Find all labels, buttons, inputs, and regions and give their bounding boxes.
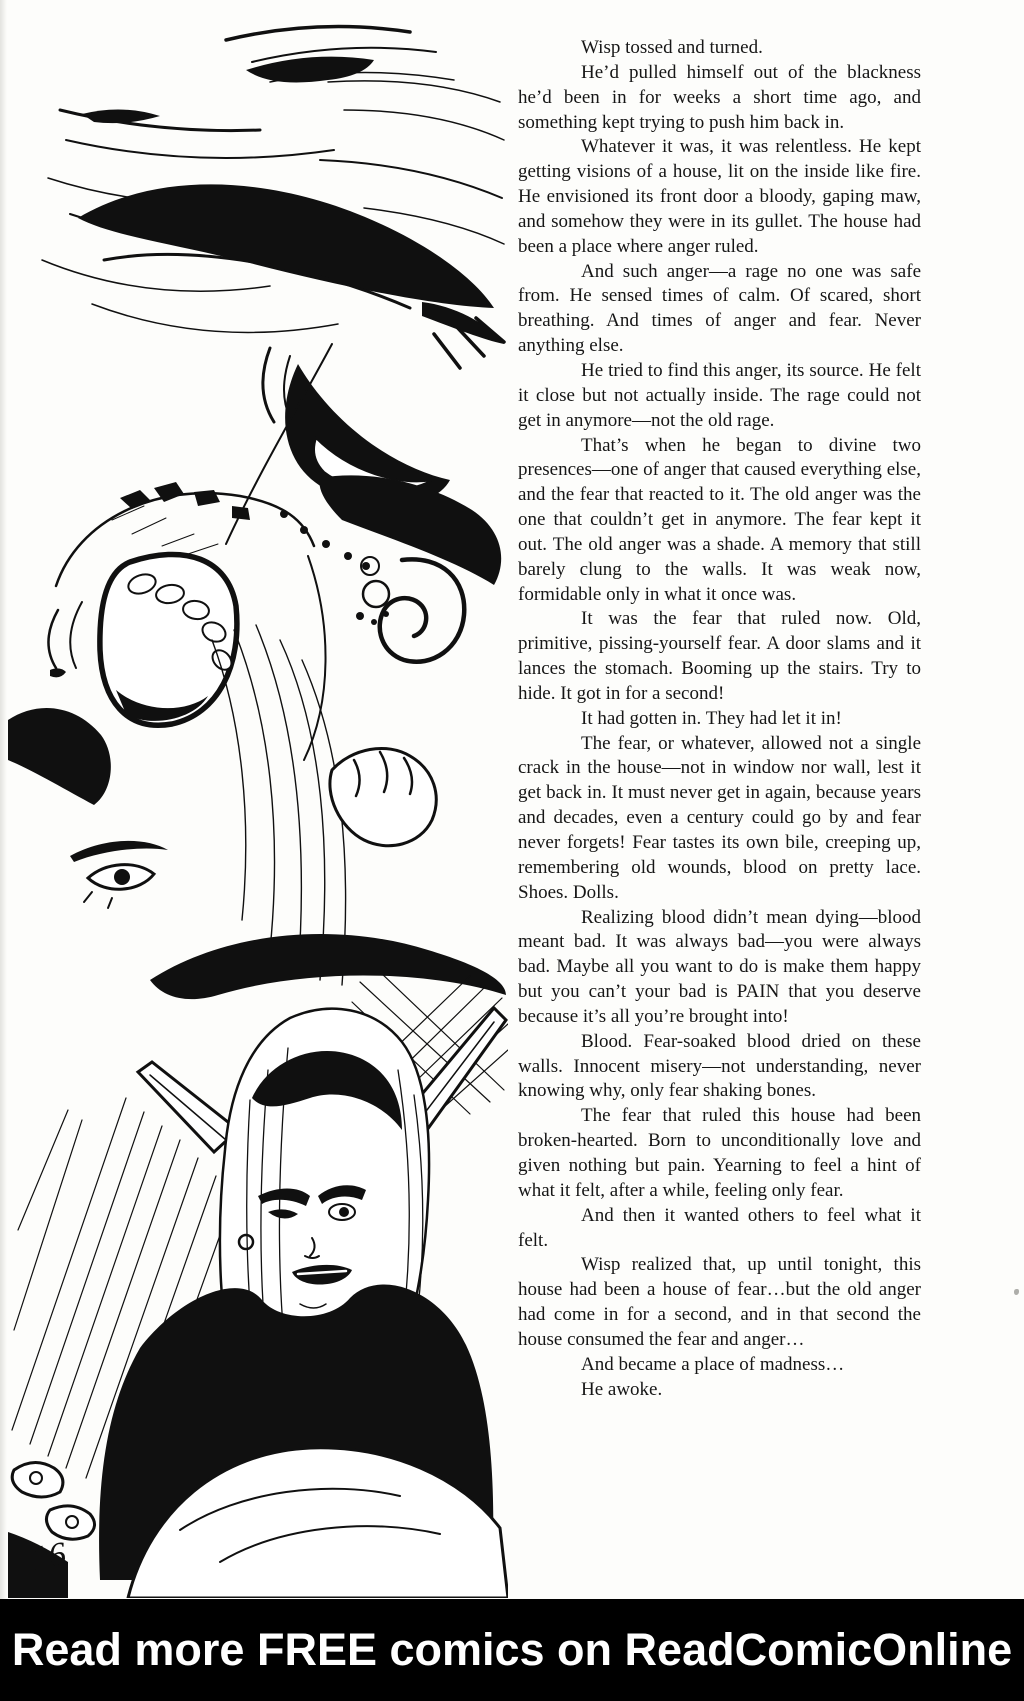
story-paragraph: He’d pulled himself out of the blackness he’d been in for weeks a short time ago, and something kept trying to push him back in. (518, 61, 921, 133)
story-paragraph: It was the fear that ruled now. Old, primitive, pissing-yourself fear. A door slams and it lances the stomach. Booming up the stairs. Try to hide. It got in for a second! (518, 608, 921, 704)
story-paragraph: The fear that ruled this house had been broken-hearted. Born to unconditionally love and given nothing but pain. Yearning to feel a hint of what it felt, after a while, feeling only fear. (518, 1105, 921, 1201)
story-paragraph: Wisp realized that, up until tonight, this house had been a house of fear…but the old anger had come in for a second, and in that second the house consumed the fear and anger… (518, 1254, 921, 1350)
story-paragraph: Wisp tossed and turned. (581, 37, 763, 58)
story-paragraph: And became a place of madness… (581, 1353, 845, 1375)
page-number-handwritten: 16 (28, 1535, 69, 1578)
story-paragraph: And then it wanted others to feel what it felt. (518, 1204, 921, 1251)
comic-illustration-svg (8, 18, 508, 1598)
story-text-column (518, 36, 921, 1402)
story-paragraph: He awoke. (581, 1378, 663, 1400)
ink-speck (1014, 1289, 1019, 1295)
comic-illustration (8, 18, 508, 1598)
story-paragraph: That’s when he began to divine two presences—one of anger that caused everything else, and the fear that reacted to it. The old anger was the one that couldn’t get in anymore. The fear kept it out. The old anger was a shade. A memory that still barely clung to the walls. It was weak now, formidable only in what it once was. (518, 434, 921, 605)
story-paragraph: Whatever it was, it was relentless. He kept getting visions of a house, lit on the inside like fire. He envisioned its front door a bloody, gaping maw, and somehow they were in its gullet. The house had been a place where anger ruled. (518, 136, 921, 257)
elf-character-art (8, 972, 508, 1598)
story-paragraph: Blood. Fear-soaked blood dried on these walls. Innocent misery—not understanding, never knowing why, only fear shaking bones. (518, 1030, 921, 1102)
story-paragraph: Realizing blood didn’t mean dying—blood meant bad. It was always bad—you were always bad. Maybe all you want to do is make them happy but you can’t your bad is PAIN that you deserve because it’s all you’re brought into! (518, 906, 921, 1027)
banner-text: Read more FREE comics on ReadComicOnline (11, 1624, 1013, 1675)
scan-edge-shading (0, 0, 7, 1599)
story-paragraph: The fear, or whatever, allowed not a single crack in the house—not in window nor wall, lest it get back in. It must never get in again, because years and decades, even a century could go by and fear never forgets! Fear tastes its own bile, creeping up, remembering old wounds, blood on pretty lace. Shoes. Dolls. (518, 732, 921, 903)
story-paragraph: And such anger—a rage no one was safe from. He sensed times of calm. Of scared, short breathing. And times of anger and fear. Never anything else. (518, 260, 921, 357)
story-paragraph: He tried to find this anger, its source. He felt it close but not actually inside. The rage could not get in anymore—not the old rage. (518, 359, 921, 431)
story-paragraph: It had gotten in. They had let it in! (581, 707, 842, 729)
screaming-face-art (8, 475, 506, 999)
readcomiconline-banner (0, 1599, 1024, 1701)
